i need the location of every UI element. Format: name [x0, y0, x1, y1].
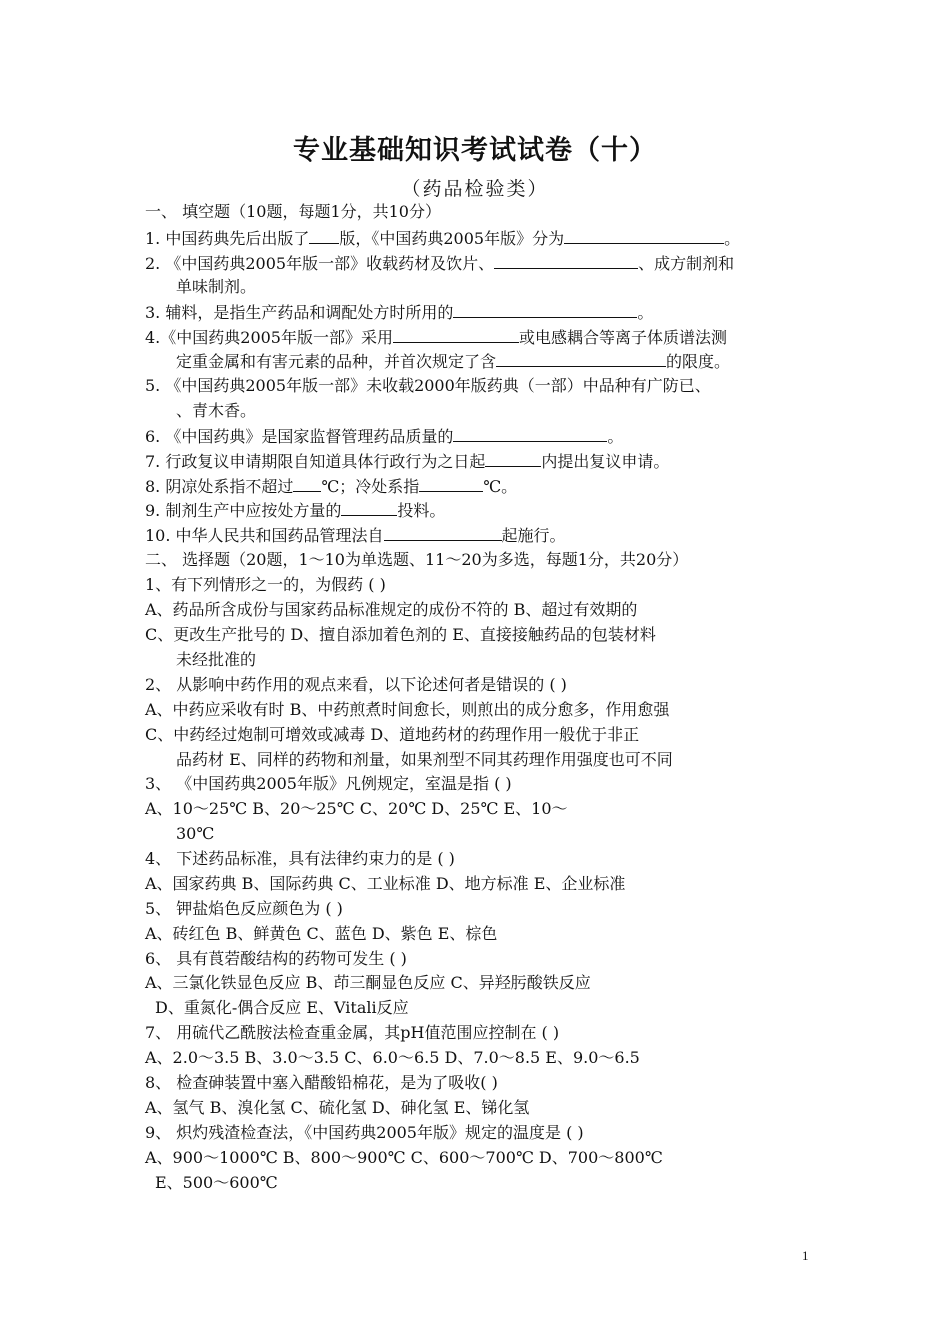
blank	[453, 426, 607, 442]
mc-line: A、中药应采收有时 B、中药煎煮时间愈长，则煎出的成分愈多，作用愈强	[145, 700, 670, 719]
mc-line: 30℃	[176, 824, 215, 843]
section1-heading: 一、 填空题（10题，每题1分，共10分）	[145, 202, 441, 221]
blank	[453, 302, 637, 318]
mc-line: 6、 具有莨菪酸结构的药物可发生 ( )	[145, 949, 407, 968]
mc-line: 4、 下述药品标准，具有法律约束力的是 ( )	[145, 849, 455, 868]
q9-line: 9. 制剂生产中应按处方量的 投料。	[145, 501, 446, 520]
q1-line: 1. 中国药典先后出版了 版，《中国药典2005年版》分为 。	[145, 229, 741, 248]
mc-line: A、900～1000℃ B、800～900℃ C、600～700℃ D、700～800℃	[145, 1148, 663, 1167]
q2-cont: 单味制剂。	[176, 277, 257, 296]
blank	[393, 327, 519, 343]
q5-cont: 、青木香。	[176, 401, 257, 420]
blank	[496, 351, 666, 367]
q8-line: 8. 阴凉处系指不超过 ℃；冷处系指 ℃。	[145, 477, 518, 496]
mc-line: 7、 用硫代乙酰胺法检查重金属，其pH值范围应控制在 ( )	[145, 1023, 560, 1042]
mc-line: 8、 检查砷装置中塞入醋酸铅棉花，是为了吸收( )	[145, 1073, 498, 1092]
blank	[419, 476, 483, 492]
q6-line: 6. 《中国药典》是国家监督管理药品质量的 。	[145, 427, 624, 446]
mc-line: D、重氮化-偶合反应 E、Vitali反应	[155, 998, 409, 1017]
page-title: 专业基础知识考试试卷（十）	[293, 135, 657, 166]
mc-line: 3、 《中国药典2005年版》凡例规定，室温是指 ( )	[145, 774, 512, 793]
mc-line: A、国家药典 B、国际药典 C、工业标准 D、地方标准 E、企业标准	[145, 874, 626, 893]
mc-line: C、中药经过炮制可增效或减毒 D、道地药材的药理作用一般优于非正	[145, 725, 640, 744]
page-number: 1	[802, 1248, 809, 1263]
mc-line: A、10～25℃ B、20～25℃ C、20℃ D、25℃ E、10～	[145, 799, 568, 818]
page-subtitle: （药品检验类）	[401, 178, 549, 200]
mc-line: A、三氯化铁显色反应 B、茚三酮显色反应 C、异羟肟酸铁反应	[145, 973, 591, 992]
q10-line: 10. 中华人民共和国药品管理法自 起施行。	[145, 526, 566, 545]
q5-line: 5. 《中国药典2005年版一部》未收载2000年版药典（一部）中品种有广防已、	[145, 376, 711, 395]
q7-line: 7. 行政复议申请期限自知道具体行政行为之日起 内提出复议申请。	[145, 452, 670, 471]
q3-line: 3. 辅料，是指生产药品和调配处方时所用的 。	[145, 303, 654, 322]
q4-cont: 定重金属和有害元素的品种，并首次规定了含 的限度。	[176, 352, 731, 371]
blank	[309, 228, 339, 244]
blank	[485, 451, 541, 467]
section2-heading: 二、 选择题（20题，1～10为单选题、11～20为多选，每题1分，共20分）	[145, 550, 689, 569]
mc-line: A、砖红色 B、鲜黄色 C、蓝色 D、紫色 E、棕色	[145, 924, 498, 943]
q2-line: 2. 《中国药典2005年版一部》收载药材及饮片、 、成方制剂和	[145, 254, 735, 273]
mc-line: 1、有下列情形之一的，为假药 ( )	[145, 575, 386, 594]
blank	[384, 525, 502, 541]
mc-line: C、更改生产批号的 D、擅自添加着色剂的 E、直接接触药品的包装材料	[145, 625, 656, 644]
q4-line: 4.《中国药典2005年版一部》采用 或电感耦合等离子体质谱法测	[145, 328, 728, 347]
mc-line: 9、 炽灼残渣检查法，《中国药典2005年版》规定的温度是 ( )	[145, 1123, 584, 1142]
blank	[564, 228, 724, 244]
blank	[494, 253, 638, 269]
mc-line: 品药材 E、同样的药物和剂量，如果剂型不同其药理作用强度也可不同	[176, 750, 673, 769]
mc-line: A、2.0～3.5 B、3.0～3.5 C、6.0～6.5 D、7.0～8.5 E、9.0～6.5	[145, 1048, 640, 1067]
blank	[293, 476, 321, 492]
mc-line: 未经批准的	[176, 650, 257, 669]
mc-line: 2、 从影响中药作用的观点来看，以下论述何者是错误的 ( )	[145, 675, 567, 694]
blank	[341, 500, 397, 516]
mc-line: E、500～600℃	[155, 1173, 278, 1192]
mc-line: A、氢气 B、溴化氢 C、硫化氢 D、砷化氢 E、锑化氢	[145, 1098, 530, 1117]
mc-line: A、药品所含成份与国家药品标准规定的成份不符的 B、超过有效期的	[145, 600, 638, 619]
mc-line: 5、 钾盐焰色反应颜色为 ( )	[145, 899, 343, 918]
